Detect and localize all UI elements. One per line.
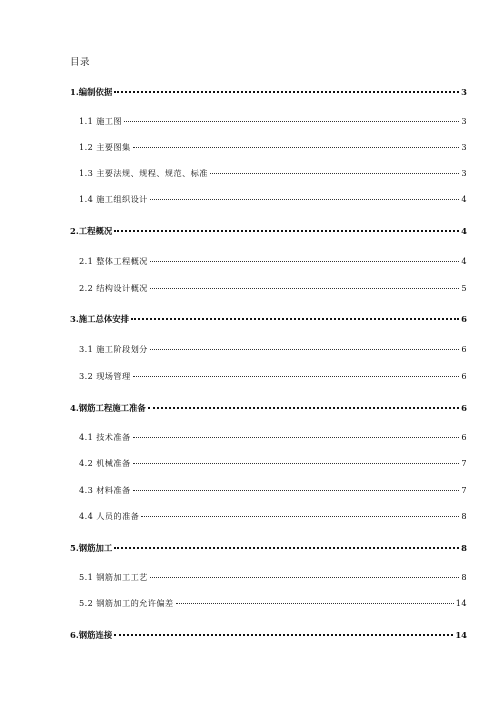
toc-page-number: 3 (461, 87, 467, 97)
toc-dot-leader (133, 376, 460, 377)
toc-dot-leader (150, 288, 460, 289)
toc-subsection-entry[interactable] (79, 168, 467, 179)
toc-subsection-entry[interactable] (79, 194, 467, 205)
toc-subsection-entry[interactable] (79, 142, 467, 153)
toc-dot-leader (133, 147, 460, 148)
toc-entry-title: 4.4 人员的准备 (79, 511, 140, 521)
toc-subsection-entry[interactable] (79, 256, 467, 267)
toc-page-number: 5 (461, 283, 467, 293)
toc-section-entry[interactable] (70, 226, 467, 237)
toc-entry-title: 1.1 施工图 (79, 116, 122, 126)
toc-page-number: 8 (461, 572, 467, 582)
toc-entry-title: 3.施工总体安排 (70, 314, 129, 324)
toc-dot-leader (150, 349, 460, 350)
toc-page-number: 8 (461, 543, 467, 553)
toc-page-number: 6 (461, 432, 467, 442)
toc-page-number: 3 (461, 116, 467, 126)
toc-page-number: 7 (461, 485, 467, 495)
toc-page-number: 4 (461, 226, 467, 236)
toc-entry-title: 1.2 主要图集 (79, 142, 131, 152)
toc-entry-title: 6.钢筋连接 (70, 630, 113, 640)
toc-entry-title: 4.钢筋工程施工准备 (70, 403, 146, 413)
toc-title: 目录 (70, 57, 91, 68)
toc-dot-leader (114, 230, 459, 232)
toc-entry-title: 2.2 结构设计概况 (79, 283, 148, 293)
toc-subsection-entry[interactable] (79, 371, 467, 382)
toc-page-number: 7 (461, 458, 467, 468)
toc-subsection-entry[interactable] (79, 485, 467, 496)
toc-section-entry[interactable] (70, 87, 467, 98)
toc-dot-leader (114, 634, 453, 636)
toc-subsection-entry[interactable] (79, 432, 467, 443)
toc-dot-leader (141, 516, 459, 517)
toc-dot-leader (150, 577, 460, 578)
toc-subsection-entry[interactable] (79, 458, 467, 469)
toc-page-number: 4 (461, 256, 467, 266)
toc-page-number: 14 (455, 598, 467, 608)
toc-section-entry[interactable] (70, 543, 467, 554)
toc-entry-title: 1.4 施工组织设计 (79, 194, 148, 204)
toc-section-entry[interactable] (70, 314, 467, 325)
toc-subsection-entry[interactable] (79, 572, 467, 583)
toc-subsection-entry[interactable] (79, 511, 467, 522)
toc-dot-leader (114, 91, 459, 93)
toc-page-number: 14 (455, 630, 467, 640)
toc-page-number: 3 (461, 142, 467, 152)
toc-entry-title: 4.1 技术准备 (79, 432, 131, 442)
toc-dot-leader (133, 437, 460, 438)
toc-entry-title: 3.2 现场管理 (79, 371, 131, 381)
toc-entry-title: 5.钢筋加工 (70, 543, 113, 553)
toc-dot-leader (176, 603, 454, 604)
toc-dot-leader (124, 121, 459, 122)
toc-entry-title: 3.1 施工阶段划分 (79, 344, 148, 354)
toc-entry-title: 5.1 钢筋加工工艺 (79, 572, 148, 582)
toc-entry-title: 4.2 机械准备 (79, 458, 131, 468)
toc-dot-leader (148, 407, 459, 409)
toc-page-number: 3 (461, 168, 467, 178)
toc-section-entry[interactable] (70, 403, 467, 414)
toc-entry-title: 1.编制依据 (70, 87, 113, 97)
toc-page-number: 6 (461, 371, 467, 381)
toc-page-number: 6 (461, 314, 467, 324)
toc-entry-title: 5.2 钢筋加工的允许偏差 (79, 598, 174, 608)
toc-dot-leader (150, 261, 460, 262)
toc-section-entry[interactable] (70, 630, 467, 641)
toc-subsection-entry[interactable] (79, 598, 467, 609)
toc-page-number: 6 (461, 344, 467, 354)
toc-entry-title: 4.3 材料准备 (79, 485, 131, 495)
toc-dot-leader (210, 173, 460, 174)
toc-dot-leader (133, 463, 460, 464)
toc-dot-leader (133, 490, 460, 491)
toc-page-number: 6 (461, 403, 467, 413)
toc-entry-title: 1.3 主要法规、规程、规范、标准 (79, 168, 208, 178)
toc-subsection-entry[interactable] (79, 283, 467, 294)
toc-page-number: 8 (461, 511, 467, 521)
toc-entry-title: 2.工程概况 (70, 226, 113, 236)
toc-dot-leader (131, 318, 459, 320)
toc-dot-leader (150, 199, 460, 200)
toc-page-number: 4 (461, 194, 467, 204)
toc-entry-title: 2.1 整体工程概况 (79, 256, 148, 266)
toc-subsection-entry[interactable] (79, 344, 467, 355)
toc-dot-leader (114, 547, 459, 549)
toc-subsection-entry[interactable] (79, 116, 467, 127)
